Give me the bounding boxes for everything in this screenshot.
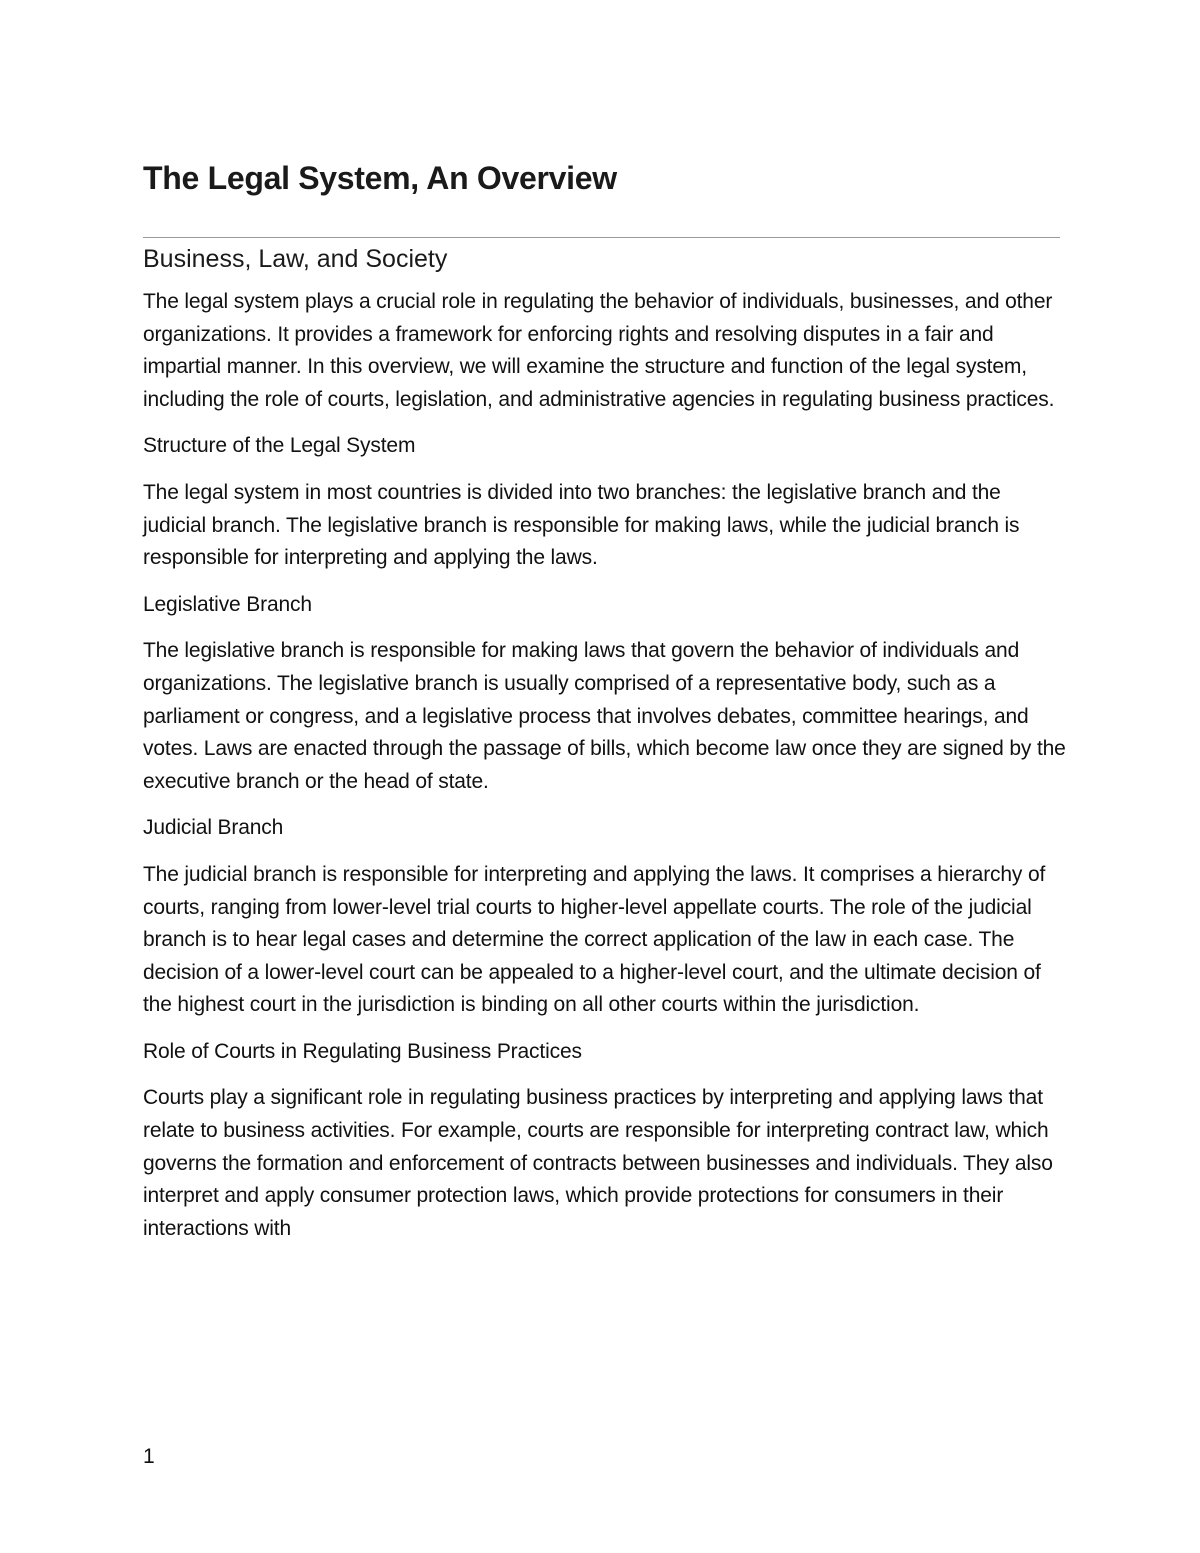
paragraph-intro: The legal system plays a crucial role in regulating the behavior of individuals, businesses, and other organizations. It provides a framework for enforcing rights and resolving disputes in a fair and impartial manner. In this overview, we will examine the structure and function of the legal system, including the role of courts, legislation, and administrative agencies in regulating business practices. xyxy=(143,290,1055,411)
section-heading-judicial: Judicial Branch xyxy=(143,816,284,840)
document-body xyxy=(143,242,1068,1259)
paragraph-courts-role: Courts play a significant role in regulating business practices by interpreting and applying laws that relate to business activities. For example, courts are responsible for interpreting contract law, which governs the formation and enforcement of contracts between businesses and individuals. They also interpret and apply consumer protection laws, which provide protections for consumers in their interactions with xyxy=(143,1086,1053,1240)
section-heading-courts-role: Role of Courts in Regulating Business Practices xyxy=(143,1039,582,1063)
section-heading-structure: Structure of the Legal System xyxy=(143,434,416,458)
paragraph-legislative: The legislative branch is responsible for making laws that govern the behavior of individuals and organizations. The legislative branch is usually comprised of a representative body, such as a parliament or congress, and a legislative process that involves debates, committee hearings, and votes. Laws are enacted through the passage of bills, which become law once they are signed by the executive branch or the head of state. xyxy=(143,639,1066,793)
section-heading-legislative: Legislative Branch xyxy=(143,592,312,616)
title-divider xyxy=(143,237,1060,238)
paragraph-structure: The legal system in most countries is divided into two branches: the legislative branch and the judicial branch. The legislative branch is responsible for making laws, while the judicial branch is responsible for interpreting and applying the laws. xyxy=(143,480,1020,570)
document-title: The Legal System, An Overview xyxy=(143,160,617,196)
document-subtitle: Business, Law, and Society xyxy=(143,245,448,273)
paragraph-judicial: The judicial branch is responsible for interpreting and applying the laws. It comprises a hierarchy of courts, ranging from lower-level trial courts to higher-level appellate courts. The role of the judicial branch is to hear legal cases and determine the correct application of the law in each case. The decision of a lower-level court can be appealed to a higher-level court, and the ultimate decision of the highest court in the jurisdiction is binding on all other courts within the jurisdiction. xyxy=(143,862,1046,1017)
page-number: 1 xyxy=(143,1445,155,1468)
